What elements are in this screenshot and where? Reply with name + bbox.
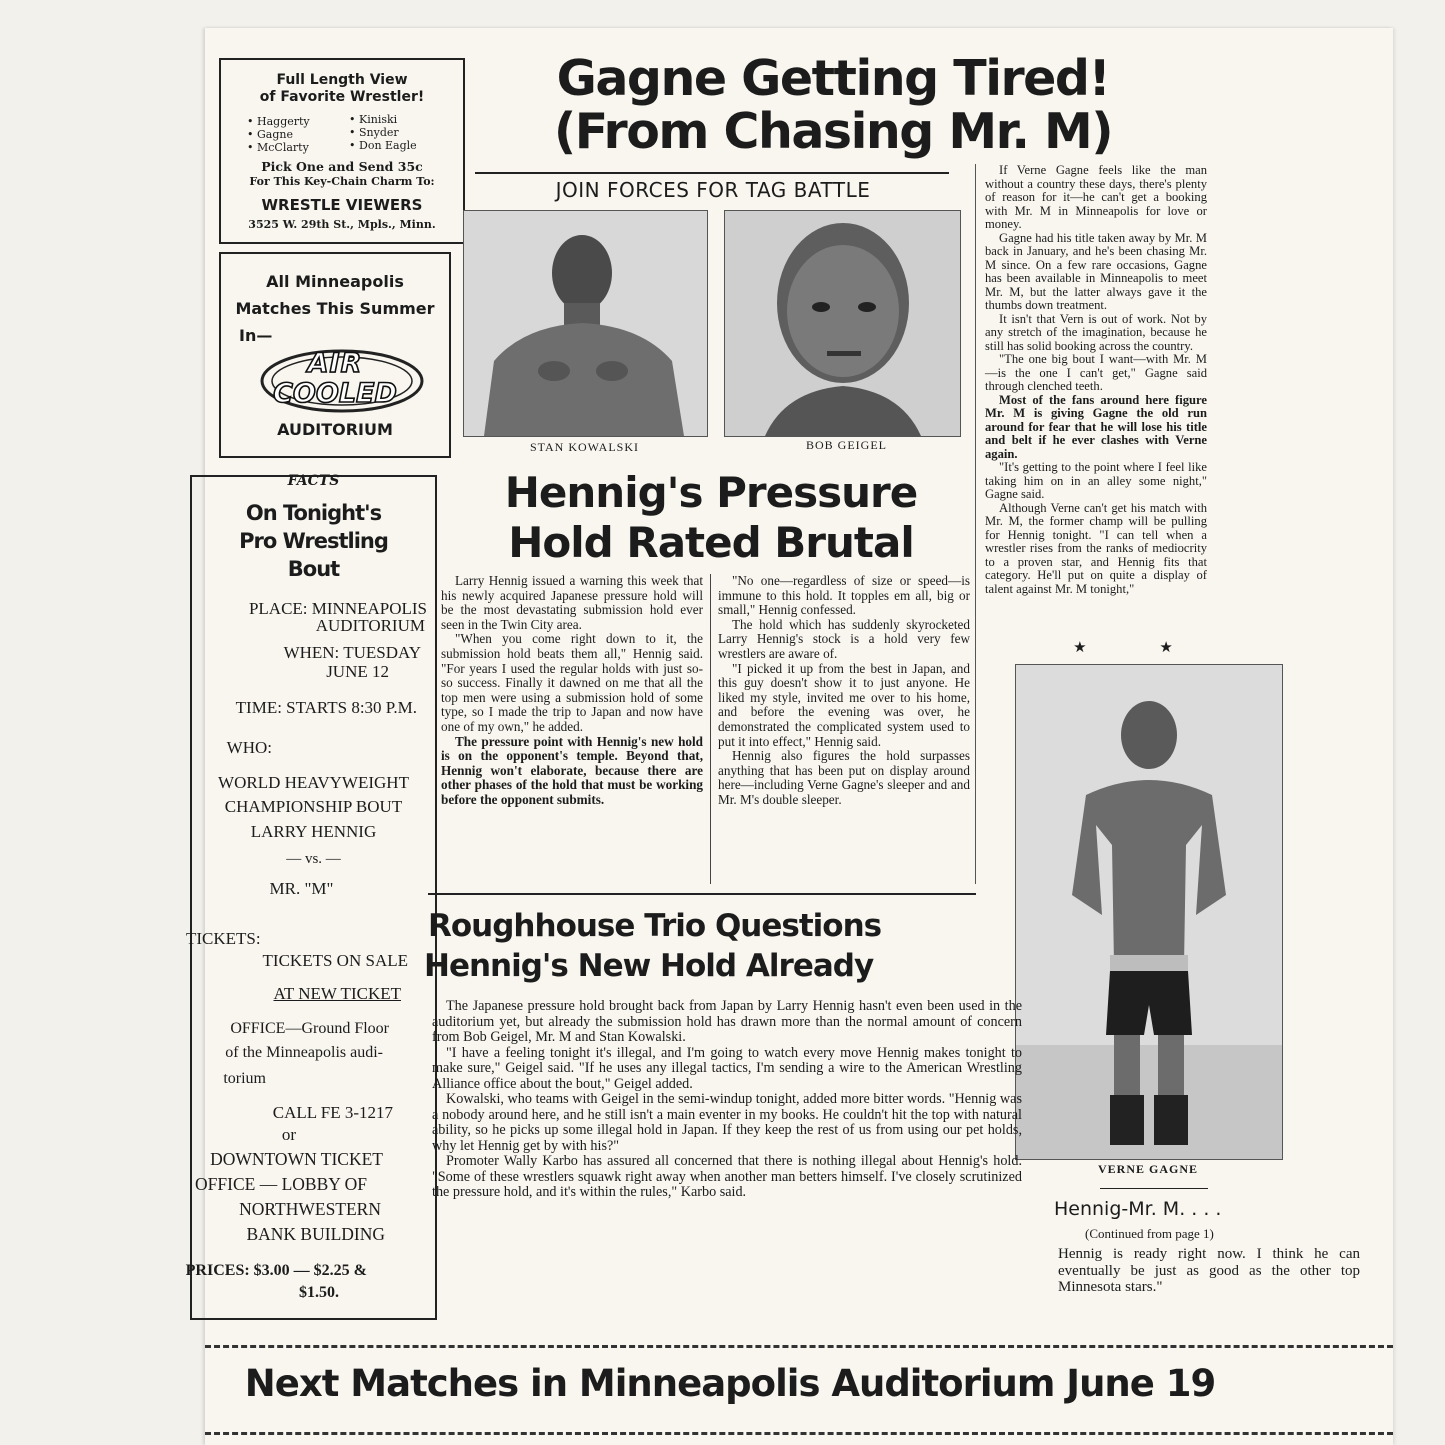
keychain-ad-title: Full Length View (276, 72, 408, 88)
facts-tickets-1: TICKETS ON SALE (262, 951, 408, 970)
paragraph: Gagne had his title taken away by Mr. M back in January, and he's been chasing Mr. M since. On a few rare occasions, Gagne has been available in Minneapolis to meet Mr. M, but the latter always gave it the thumbs down treatment. (985, 230, 1207, 312)
air-cooled-line-1: All Minneapolis (266, 272, 404, 291)
keychain-ad-title-2: of Favorite Wrestler! (259, 89, 425, 105)
footer-next-matches: Next Matches in Minneapolis Auditorium June 19 (244, 1362, 1216, 1405)
paragraph: Promoter Wally Karbo has assured all concerned that there is nothing illegal about Hennig's hold. "Some of these wrestlers squawk right away when another man betters himself. I've closely scrutinized the pressure hold, and it's within the rules," Karbo said. (432, 1153, 1022, 1200)
continued-title: Hennig-Mr. M. . . . (1054, 1198, 1222, 1220)
keychain-company: WRESTLE VIEWERS (261, 196, 423, 214)
air-cooled-line-2: Matches This Summer (235, 299, 435, 318)
list-item: • Kiniski (349, 113, 398, 126)
trio-story (432, 999, 1022, 1201)
paragraph: "I have a feeling tonight it's illegal, and I'm going to watch every move Hennig makes tonight to make sure," Geigel said. "If he uses any illegal tactics, I'm sending a wire to the American Wrestling Alliance office about the bout," Geigel added. (432, 1044, 1022, 1092)
paragraph: It isn't that Vern is out of work. Not by any stretch of the imagination, because he still has solid booking across the country. (985, 311, 1207, 353)
paragraph: Hennig also figures the hold surpasses anything that has been put on display around here—including Verne Gagne's sleeper and and Mr. M's double sleeper. (718, 748, 970, 807)
keychain-address: 3525 W. 29th St., Mpls., Minn. (248, 218, 436, 231)
hennig-column-1 (441, 574, 703, 808)
photo-stan-kowalski (463, 210, 708, 437)
facts-label: FACTS (287, 473, 340, 489)
paragraph: The Japanese pressure hold brought back from Japan by Larry Hennig hasn't even been used in the auditorium yet, but already the submission hold has drawn more than the normal amount of concern from Bob Geigel, Mr. M and Stan Kowalski. (432, 998, 1022, 1045)
facts-prices-2: $1.50. (299, 1284, 339, 1301)
facts-tickets-3: OFFICE—Ground Floor (230, 1020, 389, 1037)
hennig-story-rule (428, 893, 976, 895)
gagne-story (985, 164, 1207, 596)
facts-who-4: MR. "M" (269, 879, 334, 898)
air-cooled-air: AIR (307, 348, 363, 379)
facts-vs: — vs. — (286, 851, 341, 867)
facts-place: PLACE: MINNEAPOLIS (248, 599, 427, 618)
air-cooled-line-3: In— (239, 326, 273, 345)
facts-prices: PRICES: $3.00 — $2.25 & (185, 1262, 367, 1279)
tag-battle-title: JOIN FORCES FOR TAG BATTLE (555, 178, 871, 202)
facts-downtown-4: BANK BUILDING (246, 1224, 385, 1244)
facts-call: CALL FE 3-1217 (272, 1103, 393, 1122)
paragraph: If Verne Gagne feels like the man without a country these days, there's plenty of reason for it—he can't get a booking with Mr. M in Minneapolis for love or money. (985, 163, 1207, 231)
facts-tickets-4: of the Minneapolis audi- (225, 1044, 383, 1061)
paragraph: Although Verne can't get his match with Mr. M, the former champ will be pulling for Hennig tonight. "I can tell when a wrestler rises from the ranks of mediocrity to a proven star, and Hennig fits that category. He'll put on quite a display of talent against Mr. M tonight," (985, 500, 1207, 596)
trio-headline-line-1: Roughhouse Trio Questions (428, 908, 882, 944)
air-cooled-ad (219, 252, 451, 458)
air-cooled-auditorium: AUDITORIUM (277, 420, 393, 439)
list-item: • Don Eagle (349, 139, 417, 152)
wrestler-silhouette-icon (464, 211, 707, 436)
air-cooled-cooled: COOLED (273, 378, 397, 409)
facts-heading-2: Pro Wrestling (239, 529, 388, 553)
facts-downtown-1: DOWNTOWN TICKET (210, 1149, 383, 1169)
continued-note: (Continued from page 1) (1085, 1226, 1214, 1241)
facts-place-2: AUDITORIUM (315, 616, 425, 635)
list-item: • Snyder (349, 126, 399, 139)
facts-box (185, 473, 437, 1320)
paragraph: "No one—regardless of size or speed—is immune to this hold. It topples em all, big or small," Hennig confessed. (718, 573, 970, 618)
list-item: • Haggerty (247, 115, 310, 128)
wrestler-full-length-icon (1016, 665, 1282, 1159)
wrestler-portrait-icon (725, 211, 960, 436)
hennig-column-divider (710, 574, 711, 884)
tag-battle-rule (475, 172, 949, 174)
hennig-headline-line-2: Hold Rated Brutal (508, 518, 914, 567)
paragraph: "It's getting to the point where I feel like taking him on in an alley some night," Gagne said. (985, 460, 1207, 501)
paragraph: "When you come right down to it, the submission hold beats them all," Hennig said. "For years I used the regular holds with just so-so success. Finally it dawned on me that all the top men were using a submission hold of some type, so I made the trip to Japan and now have one of my own," he added. (441, 631, 703, 734)
paragraph: The pressure point with Hennig's new hold is on the opponent's temple. Beyond that, Hennig won't elaborate, because there are other phases of the hold that must be working before the opponent submits. (441, 733, 703, 807)
main-headline (472, 52, 1194, 158)
paragraph: The hold which has suddenly skyrocketed Larry Hennig's stock is a hold very few wrestlers are aware of. (718, 616, 970, 661)
paragraph: Larry Hennig issued a warning this week that his newly acquired Japanese pressure hold will be the most devastating submission hold ever seen in the Twin City area. (441, 573, 703, 632)
gagne-story-divider (975, 164, 976, 884)
footer-rule-top (205, 1345, 1393, 1348)
caption-bob-geigel: BOB GEIGEL (806, 438, 887, 452)
facts-who-3: LARRY HENNIG (250, 822, 377, 841)
paragraph: Most of the fans around here figure Mr. M is giving Gagne the old run around for fear that he will lose his title and belt if he ever clashes with Verne again. (985, 392, 1207, 461)
facts-downtown-3: NORTHWESTERN (239, 1199, 381, 1219)
facts-tickets-label: TICKETS: (186, 929, 261, 948)
caption-verne-gagne: VERNE GAGNE (1097, 1162, 1198, 1176)
facts-or: or (281, 1125, 296, 1144)
caption-stan-kowalski: STAN KOWALSKI (529, 440, 640, 454)
facts-heading: On Tonight's (245, 501, 382, 525)
paragraph: Kowalski, who teams with Geigel in the semi-windup tonight, added more bitter words. "Hennig was a nobody around here, and he still isn't a main eventer in my books. He couldn't hit the top with natural ability, so he picks up some illegal hold in Japan. If they keep the rest of us from using our pet holds, why let Hennig get by with his?" (432, 1091, 1022, 1154)
hennig-column-2 (718, 574, 970, 808)
facts-when: WHEN: TUESDAY (283, 643, 421, 662)
main-headline-line-2: (From Chasing Mr. M) (553, 103, 1113, 160)
keychain-offer: Pick One and Send 35c (261, 159, 423, 174)
facts-tickets-2: AT NEW TICKET (273, 984, 401, 1003)
stars-divider: ★ ★ (1073, 638, 1207, 656)
caption-rule (1100, 1188, 1208, 1189)
trio-headline-line-2: Hennig's New Hold Already (424, 948, 874, 984)
list-item: • McClarty (247, 141, 309, 154)
photo-bob-geigel (724, 210, 961, 437)
footer-rule-bottom (205, 1432, 1393, 1435)
hennig-headline-line-1: Hennig's Pressure (504, 468, 918, 517)
paragraph: "I picked it up from the best in Japan, and this guy doesn't show it to just anyone. He liked my style, invited me over to his home, and before the evening was over, he demonstrated the complicated system used to put it into effect," Hennig said. (718, 660, 970, 749)
keychain-ad (219, 58, 465, 244)
facts-downtown-2: OFFICE — LOBBY OF (195, 1174, 367, 1194)
facts-who-1: WORLD HEAVYWEIGHT (218, 773, 409, 792)
paragraph: "The one big bout I want—with Mr. M—is the one I can't get," Gagne said through clenched teeth. (985, 352, 1207, 393)
main-headline-line-1: Gagne Getting Tired! (556, 50, 1110, 107)
keychain-offer-2: For This Key-Chain Charm To: (249, 175, 435, 188)
facts-heading-3: Bout (287, 557, 340, 581)
hennig-headline (456, 468, 966, 568)
list-item: • Gagne (247, 128, 293, 141)
facts-time: TIME: STARTS 8:30 P.M. (235, 698, 417, 717)
continued-text: Hennig is ready right now. I think he can eventually be just as good as the other top Minnesota stars." (1058, 1246, 1360, 1295)
facts-who: WHO: (226, 738, 272, 757)
photo-verne-gagne (1015, 664, 1283, 1160)
trio-headline (424, 906, 984, 986)
facts-tickets-5: torium (223, 1070, 266, 1087)
facts-when-2: JUNE 12 (326, 662, 389, 681)
facts-who-2: CHAMPIONSHIP BOUT (224, 797, 403, 816)
